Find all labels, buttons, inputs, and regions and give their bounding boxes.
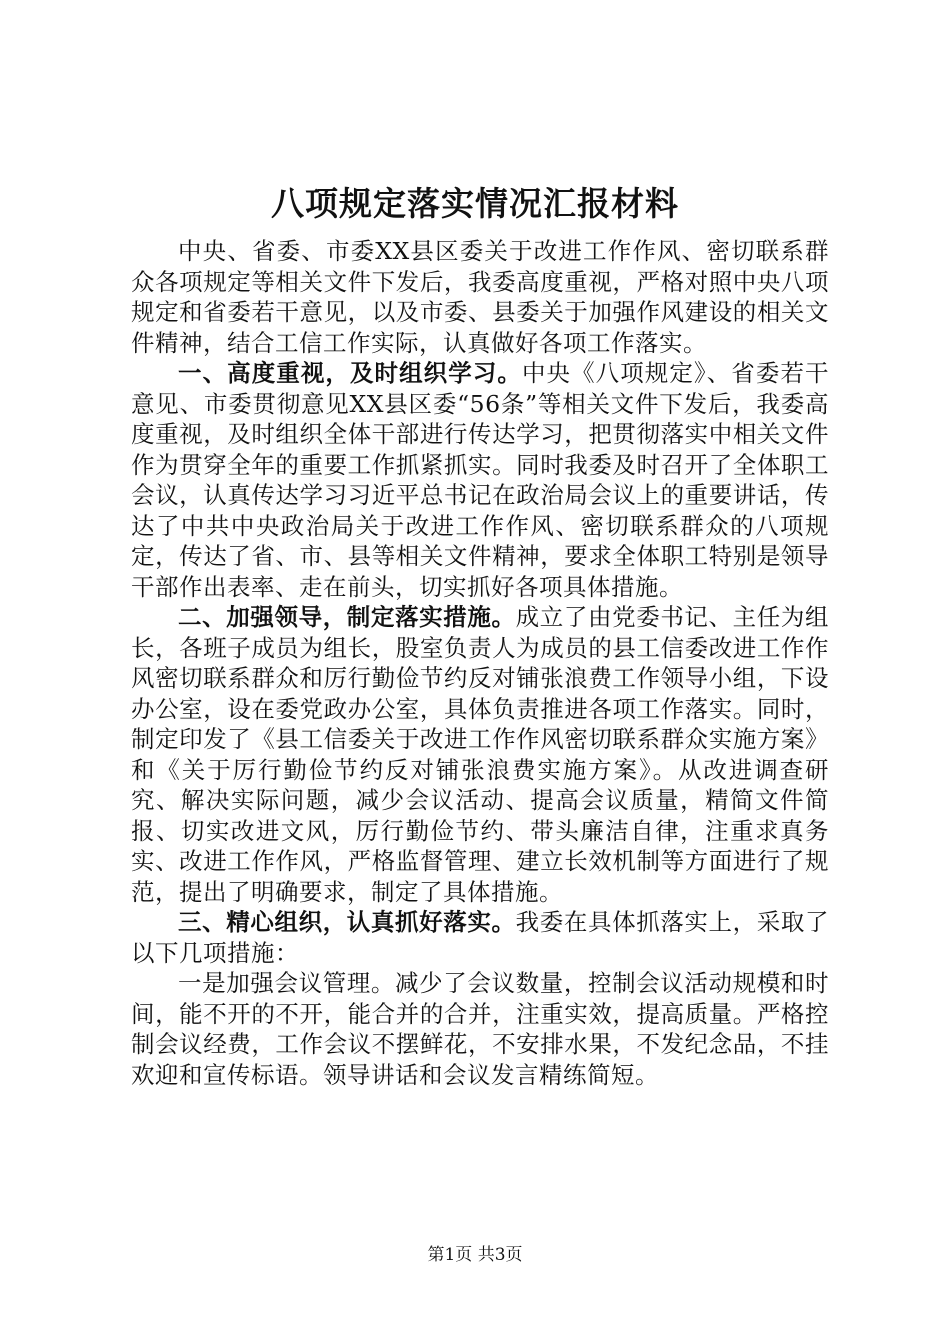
paragraph-measure-1 [131, 968, 829, 1090]
paragraph-text: 一是加强会议管理。减少了会议数量，控制会议活动规模和时间，能不开的不开，能合并的合并，注重实效，提高质量。严格控制会议经费，工作会议不摆鲜花，不安排水果，不发纪念品，不挂欢迎和宣传标语。领导讲话和会议发言精练简短。 [131, 969, 829, 1089]
paragraph-lead: 一、高度重视，及时组织学习。 [178, 359, 522, 387]
document-title: 八项规定落实情况汇报材料 [271, 184, 679, 223]
paragraph-text: 中央、省委、市委XX县区委关于改进工作作风、密切联系群众各项规定等相关文件下发后，我委高度重视，严格对照中央八项规定和省委若干意见，以及市委、县委关于加强作风建设的相关文件精神，结合工信工作实际，认真做好各项工作落实。 [131, 237, 829, 357]
paragraph-lead: 三、精心组织，认真抓好落实。 [178, 908, 516, 936]
paragraph-intro [131, 236, 829, 358]
paragraph-text: 中央《八项规定》、省委若干意见、市委贯彻意见XX县区委“56条”等相关文件下发后，我委高度重视，及时组织全体干部进行传达学习，把贯彻落实中相关文件作为贯穿全年的重要工作抓紧抓实。同时我委及时召开了全体职工会议，认真传达学习习近平总书记在政治局会议上的重要讲话，传达了中共中央政治局关于改进工作作风、密切联系群众的八项规定，传达了省、市、县等相关文件精神，要求全体职工特别是领导干部作出表率、走在前头，切实抓好各项具体措施。 [131, 359, 830, 601]
page-footer: 第1页 共3页 [427, 1245, 523, 1265]
paragraph-text: 成立了由党委书记、主任为组长，各班子成员为组长，股室负责人为成员的县工信委改进工作作风密切联系群众和厉行勤俭节约反对铺张浪费工作领导小组，下设办公室，设在委党政办公室，具体负责推进各项工作落实。同时，制定印发了《县工信委关于改进工作作风密切联系群众实施方案》和《关于厉行勤俭节约反对铺张浪费实施方案》。从改进调查研究、解决实际问题，减少会议活动、提高会议质量，精简文件简报、切实改进文风，厉行勤俭节约、带头廉洁自律，注重求真务实、改进工作作风，严格监督管理、建立长效机制等方面进行了规范，提出了明确要求，制定了具体措施。 [131, 603, 830, 906]
paragraph-text: 我委在具体抓落实上，采取了以下几项措施： [131, 908, 830, 967]
paragraph-section-1 [131, 358, 829, 602]
paragraph-section-2 [131, 602, 829, 907]
document-body [131, 236, 829, 1090]
paragraph-section-3 [131, 907, 829, 968]
paragraph-lead: 二、加强领导，制定落实措施。 [178, 603, 516, 631]
